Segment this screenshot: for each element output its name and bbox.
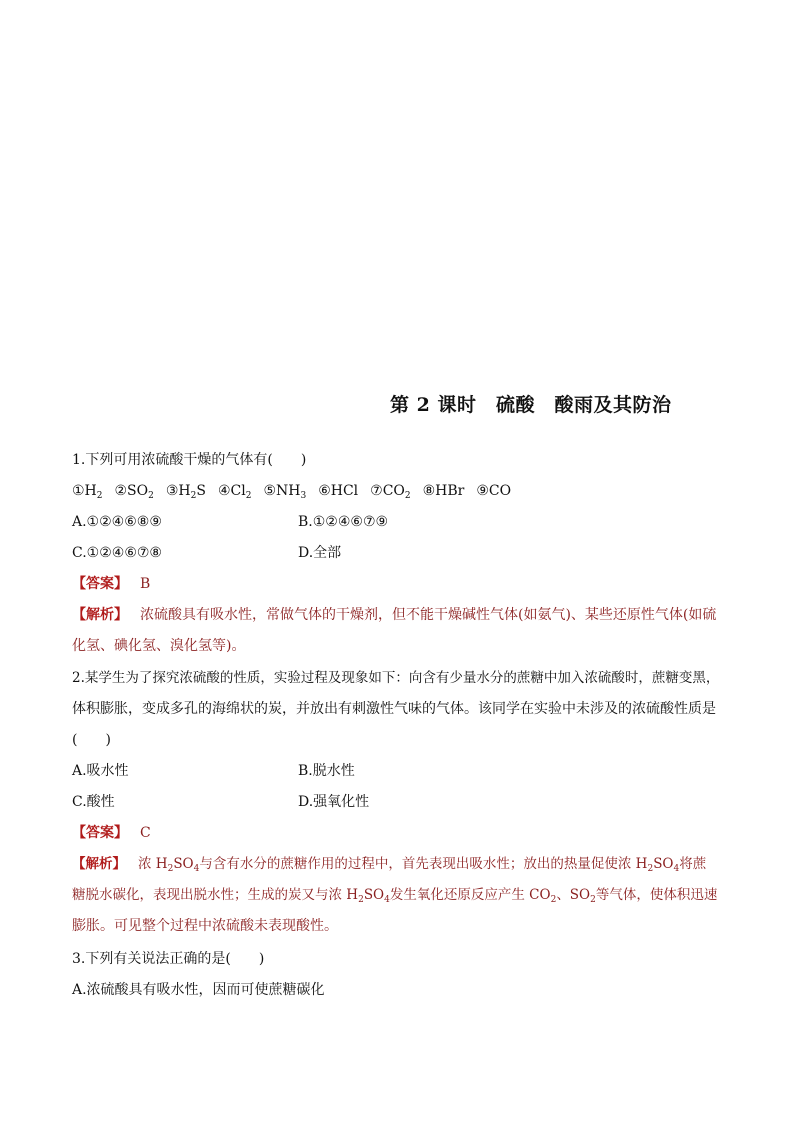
q1-analysis-text: 浓硫酸具有吸水性，常做气体的干燥剂，但不能干燥碱性气体(如氨气)、某些还原性气体(如硫 [140,607,717,623]
answer-label: 【答案】 [72,576,128,592]
q2-stem-line2: 体积膨胀，变成多孔的海绵状的炭，并放出有刺激性气味的气体。该同学在实验中未涉及的浓硫酸性质是 [72,701,716,717]
q2-option-d: D.强氧化性 [298,794,370,810]
q1-option-a: A.①②④⑥⑧⑨ [72,514,162,530]
q1-option-c: C.①②④⑥⑦⑧ [72,545,162,561]
gas-item: $④Cl_2$ [217,483,252,501]
q2-answer: C [140,825,151,841]
analysis-label: 【解析】 [72,607,128,623]
q3-stem: 3.下列有关说法正确的是( ) [72,951,265,967]
q1-analysis-line2: 化氢、碘化氢、溴化氢等)。 [72,638,246,654]
q1-option-b: B.①②④⑥⑦⑨ [298,514,389,530]
page-title: 第 2 课时 硫酸 酸雨及其防治 [390,394,672,416]
q1-gas-list [72,481,523,501]
gas-item: $⑤NH_3$ [263,483,307,501]
gas-item: $①H_2$ [72,483,103,501]
q2-stem-line1: 2.某学生为了探究浓硫酸的性质，实验过程及现象如下：向含有少量水分的蔗糖中加入浓硫酸时，蔗糖变黑， [72,670,720,686]
q1-answer: B [140,576,151,592]
gas-item: $②SO_2$ [114,483,154,501]
q2-analysis-line1: 【解析】 浓 $H_2SO_4$与含有水分的蔗糖作用的过程中，首先表现出吸水性；放出的热量促使浓 $H_2SO_4$将蔗 [72,856,707,874]
analysis-label: 【解析】 [72,856,126,872]
gas-item: ⑧HBr [422,483,465,499]
q1-option-d: D.全部 [298,545,342,561]
q2-stem-line3: ( ) [72,732,111,748]
gas-item: ⑥HCl [318,483,359,499]
q3-option-a: A.浓硫酸具有吸水性，因而可使蔗糖碳化 [72,982,325,998]
q1-stem: 1.下列可用浓硫酸干燥的气体有( ) [72,452,307,468]
q2-option-b: B.脱水性 [298,763,355,779]
q1-analysis-line1 [72,605,716,625]
q2-option-c: C.酸性 [72,794,115,810]
answer-label: 【答案】 [72,825,128,841]
gas-item: ⑨CO [476,483,512,499]
q1-answer-row [72,574,150,594]
q2-option-a: A.吸水性 [72,763,129,779]
q2-analysis-line3: 膨胀。可见整个过程中浓硫酸未表现酸性。 [72,918,338,934]
gas-item: $③H_2S$ [165,483,206,501]
q2-analysis-line2: 糖脱水碳化，表现出脱水性；生成的炭又与浓 $H_2SO_4$发生氧化还原反应产生 $CO_2$、$SO_2$等气体，使体积迅速 [72,887,718,905]
gas-item: $⑦CO_2$ [370,483,411,501]
q2-answer-row [72,823,151,843]
